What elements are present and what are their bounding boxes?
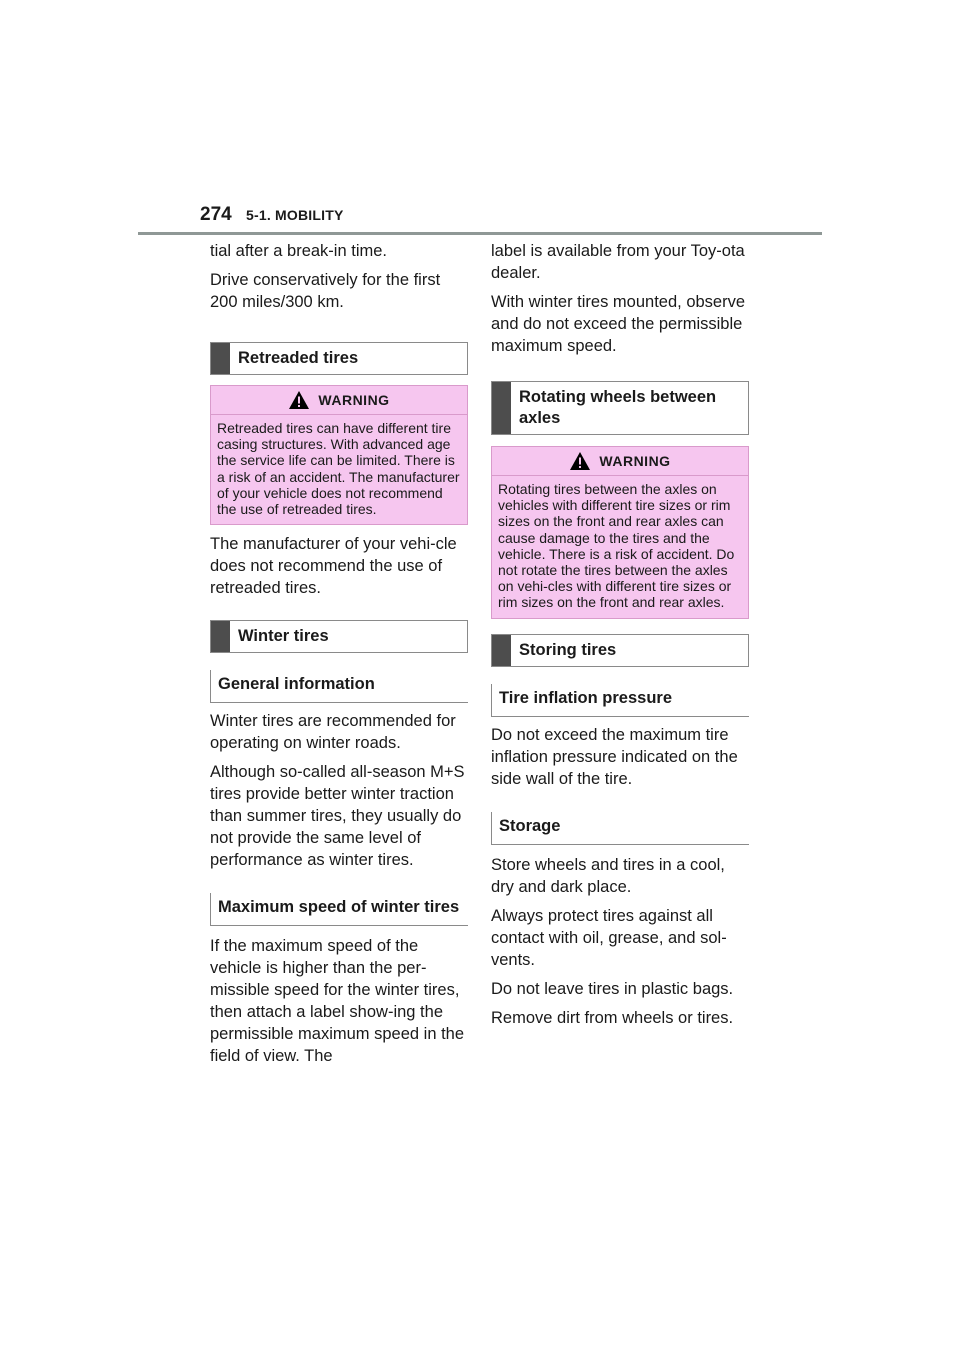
heading-retreaded-tires: Retreaded tires	[210, 342, 468, 375]
paragraph: Store wheels and tires in a cool, dry and dark place.	[491, 855, 725, 896]
heading-storing-tires: Storing tires	[491, 634, 749, 667]
warning-box-retreaded	[210, 385, 468, 525]
warning-title: WARNING	[492, 447, 748, 476]
paragraph: With winter tires mounted, observe and do not exceed the permissible maximum speed.	[491, 293, 746, 355]
subheading-storage: Storage	[491, 812, 749, 845]
warning-box-rotating	[491, 446, 749, 619]
warning-text: Retreaded tires can have different tire casing structures. With advanced age the service life can be limited. There is a risk of an accident. The manufacturer of your vehicle does not recommend the use of retreaded tires.	[217, 420, 460, 518]
warning-title: WARNING	[211, 386, 467, 415]
paragraph: Drive conservatively for the first 200 miles/300 km.	[210, 271, 441, 311]
heading-rotating-wheels: Rotating wheels between axles	[491, 381, 749, 435]
right-column	[491, 240, 749, 1036]
warning-triangle-icon	[569, 451, 591, 471]
paragraph: Remove dirt from wheels or tires.	[491, 1008, 734, 1027]
paragraph: Although so-called all-season M+S tires provide better winter traction than summer tires, they usually do not provide the same level of performance as winter tires.	[210, 763, 465, 870]
page-header	[200, 204, 344, 226]
heading-winter-tires: Winter tires	[210, 620, 468, 653]
paragraph: Do not leave tires in plastic bags.	[491, 979, 734, 998]
warning-triangle-icon	[288, 390, 310, 410]
paragraph: The manufacturer of your vehi-cle does not recommend the use of retreaded tires.	[210, 535, 457, 598]
page-number: 274	[200, 204, 232, 225]
warning-text: Rotating tires between the axles on vehicles with different tire sizes or rim sizes on the front and rear axles can cause damage to the tires and the vehicle. There is a risk of accident. Do not rotate the tires between the axles on vehi-cles with different tire sizes or rim sizes on the front and rear axles.	[498, 481, 735, 611]
heading-bar	[492, 382, 511, 434]
paragraph: If the maximum speed of the vehicle is higher than the per-missible speed for the winter tires, then attach a label show-ing the permissible maximum speed in the field of view. The	[210, 937, 465, 1066]
section-title: 5-1. MOBILITY	[246, 207, 344, 223]
header-rule	[138, 232, 822, 235]
paragraph: Winter tires are recommended for operating on winter roads.	[210, 712, 456, 753]
subheading-general-information: General information	[210, 670, 468, 703]
paragraph: tial after a break-in time.	[210, 242, 387, 260]
subheading-tire-inflation-pressure: Tire inflation pressure	[491, 684, 749, 717]
paragraph: label is available from your Toy-ota dealer.	[491, 242, 745, 282]
subheading-maximum-speed: Maximum speed of winter tires	[210, 893, 468, 926]
paragraph: Do not exceed the maximum tire inflation pressure indicated on the side wall of the tire.	[491, 725, 738, 788]
heading-bar	[211, 343, 230, 374]
paragraph: Always protect tires against all contact with oil, grease, and sol-vents.	[491, 906, 727, 969]
left-column	[210, 240, 468, 1074]
heading-bar	[492, 635, 511, 666]
heading-bar	[211, 621, 230, 652]
